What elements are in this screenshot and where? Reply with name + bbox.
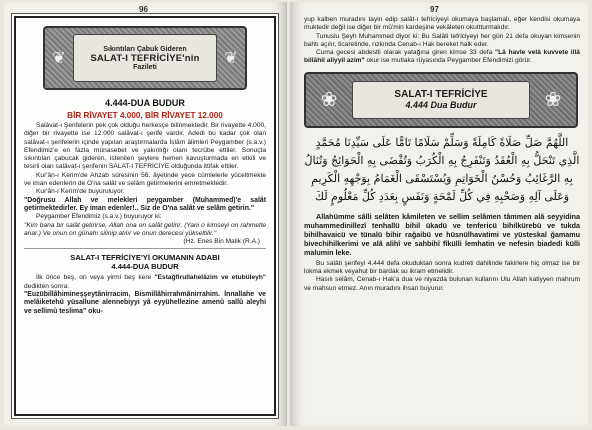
header-line-2: 4.444 Dua Budur [405, 100, 477, 111]
page-number: 96 [139, 5, 148, 14]
ornament-icon: ❀ [544, 89, 562, 112]
arabic-prayer-text: اللَّهُمَّ صَلِّ صَلَاةً كَامِلَةً وَسَلِّمْ سَلَامًا تَامًّا عَلَى سَيِّدِنَا مُحَمَّدٍ الَّذِي تَنْحَلُّ بِهِ الْعُقَدُ وَتَنْفَرِجُ بِهِ الْكُرَبُ وَتُقْضَى بِهِ الْحَوَائِجُ وَتُنَالُ بِهِ الرَّغَائِبُ وَحُسْنُ الْخَوَاتِمِ وَيُسْتَسْقَى الْغَمَامُ بِوَجْهِهِ الْكَرِيمِ وَعَلَى آلِهِ وَصَحْبِهِ فِي كُلِّ لَمْحَةٍ وَنَفَسٍ بِعَدَدِ كُلِّ مَعْلُومٍ لَكَ [304, 135, 580, 203]
paragraph: Kur'ân-ı Kerim'de Ahzab sûresinin 56. âyetinde yece cümlelerle yüceltmekte ve iman edenlerin de O'na salât ve selâm getirmelerini emretmektedir. [24, 171, 266, 188]
transliteration-text: Allahümme sâlli selâten kâmileten ve sellim selâmen tâmmen alâ seyyidina muhammedinillezî tenhallü bihil ükadü ve tenfericü bihilkürebü ve tukda bihilhavaicü ve tünalü bihir rağaibü ve hüsnülhavatimi ve yüsteskal ğamamu bivechihilkerimi ve alâ alihî ve sahbihî fîkülli lemhatin ve nefesin biadedi külli malumin leke. [304, 211, 580, 257]
right-page [290, 2, 588, 426]
ornament-icon: ❦ [224, 50, 238, 67]
paragraph [304, 49, 580, 66]
quote-hadith: "Kim bana bir salât getirirse, Allah ona on salât getirir. (Yani o kimseyi on rahmetle anar.) Ve onun on günahı silinip atılır ve onun derecesi yükseltilir." [24, 221, 266, 237]
euzu-besmele-text: "Euzübillâhimineşşeytânirracim, Bismillâhirrahmânirrahim. İnnallahe ve melâiketehû yüsallune alennebiyyi yâ eyyühellezine amenû sallû aleyhi ve sellimû teslima" oku- [24, 291, 266, 315]
paragraph: Hasılı selâm, Cenab-ı Hak'a dua ve niyazda bulunan kullarını Ulu Allah katiyyen mahrum ve mahsun etmez. Anın muradını ihsan buyurur. [304, 276, 580, 292]
adab-title: SALAT-I TEFRİCİYE'Yİ OKUMANIN ADABI [70, 253, 220, 263]
left-header-banner [43, 26, 247, 90]
ornament-icon: ❦ [52, 50, 66, 67]
right-header-banner [304, 72, 578, 128]
text-run: dedikten sonra: [24, 282, 70, 290]
left-page-frame [14, 16, 276, 416]
header-line-2: SALAT-I TEFRİCİYE'nin [90, 52, 200, 64]
rivayet-heading: BİR RİVAYET 4.000, BİR RİVAYET 12.000 [67, 111, 223, 120]
paragraph: Tunuslu Şeyh Muhammed diyor ki: Bu Salâti tefriciyeyi her gün 21 defa okuyan kimsenin bahtı açılır, ticaretinde, rızkında Cenab-ı Hak bereket halk eder. [304, 32, 580, 48]
quote-verse: "Doğrusu Allah ve melekleri peygamber (Muhammed)'e salât getirmektedirler. Ey iman edenler!.. Siz de O'na salât ve selâm getirin." [24, 196, 266, 212]
text-run: okur ise mutlaka rüyasında Peygamber Efendimizi görür. [366, 57, 532, 65]
adab-subtitle: 4.444-DUA BUDUR [111, 262, 179, 272]
text-run: İlk önce beş, on veya yirmi beş kere [36, 274, 152, 282]
left-page [4, 2, 287, 426]
page-number: 97 [430, 5, 439, 14]
hadith-source: (Hz. Enes Bin Malik (R.A.) [183, 238, 260, 246]
header-line-1: Sıkıntıları Çabuk Gideren [103, 45, 187, 53]
paragraph: Kur'ân-ı Kerim'de buyuruluyor: [36, 188, 125, 196]
hawqala-text: "Lâ havle velâ kuvvete illâ billâhil aliyyil azim" [304, 49, 580, 65]
istigfar-text: "Estağfirullahelâzim ve etubüleyh" [154, 274, 266, 282]
paragraph: yup kalben muradını tayin edip salât-ı tefriciyeyi okumaya başlamalı, eğer kendisi okumaya muktedir değil ise diğer bir mü'min kardeşine vekâleten okuttturmalıdır. [304, 16, 580, 32]
paragraph: Bu salâti şerifeyi 4.444 defa okuduktan sonra kudreti dahilinde fakirlere hiç olmaz ise bir lokma ekmek veyahut bir bardak su ikram etmelidir. [304, 259, 580, 276]
divider [24, 248, 266, 249]
ornament-icon: ❀ [320, 89, 338, 112]
paragraph: Peygamber Efendimiz (s.a.v.) buyuruyor ki: [36, 213, 162, 221]
section-title: 4.444-DUA BUDUR [105, 98, 185, 108]
header-line-3: Fazileti [133, 63, 157, 71]
header-line-1: SALAT-I TEFRİCİYE [394, 89, 488, 101]
paragraph: Salâvat-ı Şerifelerin pek çok olduğu herkesçe bilinmektedir. Bir rivayette 4.000, diğer bir rivayette ise 12.000 salâvat-ı şerife vardır. Adedi bu kadar çok olan salâvat-ı şerifelerin içinde yapılan araştırmalarda İslâm âlimleri Peygamber (s.a.v.) Efendimiz'e en fazla münasebet ve yakınlığı olanı tecrübe ettiler. Sonuçta sıkıntıları çabucak gideren, istenilen şeylere hemen kavuşturmada en etkili ve tesirli olan salâvat-ı şerifenin SALAT-I TEFRİCİYE olduğunda ittifak ettiler. [24, 122, 266, 171]
paragraph [24, 274, 266, 291]
text-run: Cuma gecesi abdestli olarak yatağına giren kimse 33 defa [316, 49, 493, 57]
